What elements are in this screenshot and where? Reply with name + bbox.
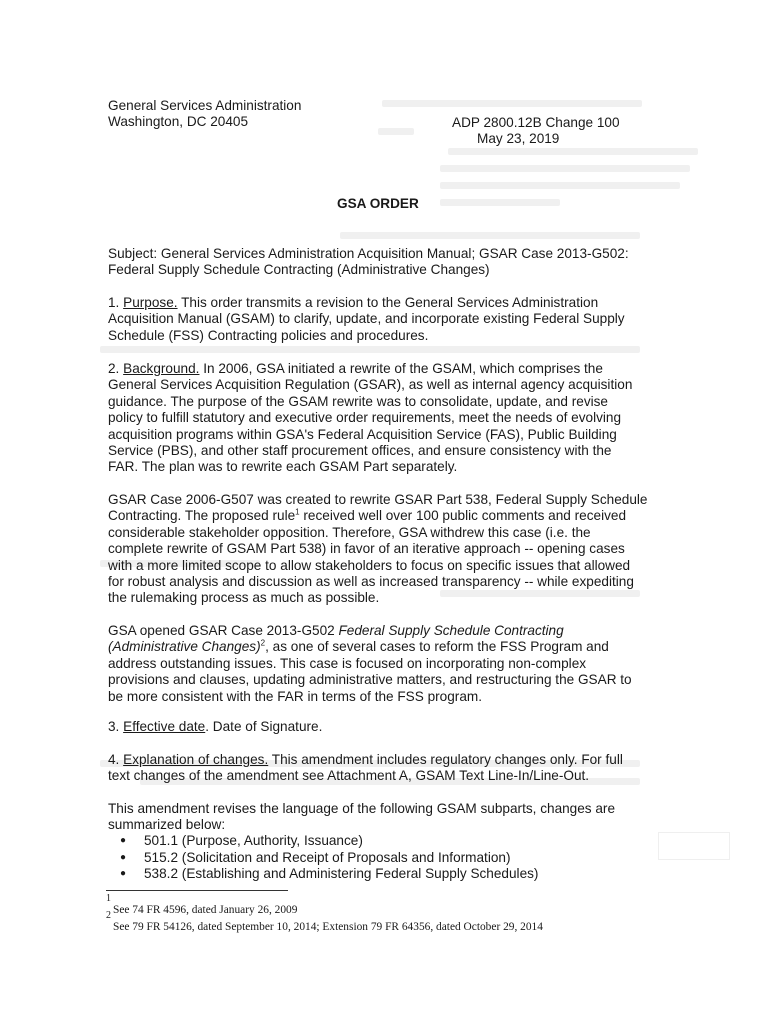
footnote-ref-2: 2: [260, 638, 266, 648]
document-title: GSA ORDER: [337, 196, 419, 211]
footnote-divider: [106, 890, 288, 891]
purpose-text: This order transmits a revision to the General Services Administration Acquisition Manual (GSAM) to clarify, update, and incorporate existing Federal Supply Schedule (FSS) Contracting policies and procedures.: [108, 295, 625, 343]
revises-intro: This amendment revises the language of the following GSAM subparts, changes are summarized below:: [108, 801, 616, 833]
paragraph-case-2013: [108, 623, 642, 705]
explanation-text: This amendment includes regulatory changes only. For full text changes of the amendment see Attachment A, GSAM Text Line-In/Line-Out.: [108, 752, 623, 784]
section-explanation: [108, 752, 648, 785]
explanation-number: 4.: [108, 752, 124, 767]
subpart-list: [108, 833, 638, 883]
case-2006-text-b: received well over 100 public comments and received considerable stakeholder opposition. Therefore, GSA withdrew this case (i.e. the complete rewrite of GSAM Part 538) in favor of an iterative approach -- opening cases with a more limited scope to allow stakeholders to focus on specific issues that allowed for robust analysis and discussion as well as increased transparency -- while expediting the rulemaking process as much as possible.: [108, 508, 634, 606]
footnote-1-number: 1: [106, 893, 111, 904]
effective-text: . Date of Signature.: [205, 719, 323, 734]
subject-line-1: Subject: General Services Administration Acquisition Manual; GSAR Case 2013-G502:: [108, 246, 629, 261]
section-background: [108, 361, 642, 476]
background-text: In 2006, GSA initiated a rewrite of the GSAM, which comprises the General Services Acquisition Regulation (GSAR), as well as internal agency acquisition guidance. The purpose of the GSAM rewrite was to consolidate, update, and revise policy to fulfill statutory and executive order requirements, meet the needs of evolving acquisition programs within GSA's Federal Acquisition Service (FAS), Public Building Service (PBS), and other staff procurement offices, and ensure consistency with the FAR. The plan was to rewrite each GSAM Part separately.: [108, 361, 633, 475]
case-2013-text-a: GSA opened GSAR Case 2013-G502: [108, 623, 339, 638]
subpart-item: ● 501.1 (Purpose, Authority, Issuance): [108, 833, 638, 850]
section-effective-date: [108, 719, 642, 735]
subpart-item: ● 515.2 (Solicitation and Receipt of Proposals and Information): [108, 850, 638, 867]
subpart-item: ● 538.2 (Establishing and Administering Federal Supply Schedules): [108, 866, 638, 883]
effective-heading: Effective date: [123, 719, 206, 734]
case-2013-title: Federal Supply Schedule Contracting (Administrative Changes): [108, 623, 564, 655]
section-purpose: [108, 295, 636, 344]
paragraph-case-2006: [108, 492, 648, 607]
background-heading: Background.: [123, 361, 200, 376]
footnote-1: [106, 893, 298, 917]
background-number: 2.: [108, 361, 124, 376]
effective-number: 3.: [108, 719, 124, 734]
subject-line: [108, 246, 668, 279]
purpose-number: 1.: [108, 295, 124, 310]
footnote-ref-1: 1: [295, 507, 300, 517]
purpose-heading: Purpose.: [123, 295, 178, 310]
footnote-1-text: See 74 FR 4596, dated January 26, 2009: [113, 904, 298, 916]
subject-line-2: Federal Supply Schedule Contracting (Administrative Changes): [108, 262, 490, 278]
agency-address: Washington, DC 20405: [108, 114, 249, 129]
footnote-2-number: 2: [106, 910, 111, 921]
order-date: May 23, 2019: [477, 131, 560, 146]
case-2013-text-b: , as one of several cases to reform the FSS Program and address outstanding issues. This case is focused on incorporating non-complex provisions and clauses, updating administrative matters, and restructuring the GSAR to be more consistent with the FAR in terms of the FSS program.: [108, 639, 632, 704]
footnote-2-text: See 79 FR 54126, dated September 10, 2014; Extension 79 FR 64356, dated October 29, 2014: [113, 921, 543, 933]
explanation-heading: Explanation of changes.: [123, 752, 269, 767]
case-2006-text-a: GSAR Case 2006-G507 was created to rewrite GSAR Part 538, Federal Supply Schedule Contracting. The proposed rule: [108, 492, 648, 524]
order-number: ADP 2800.12B Change 100: [452, 115, 620, 130]
agency-name: General Services Administration: [108, 98, 302, 113]
